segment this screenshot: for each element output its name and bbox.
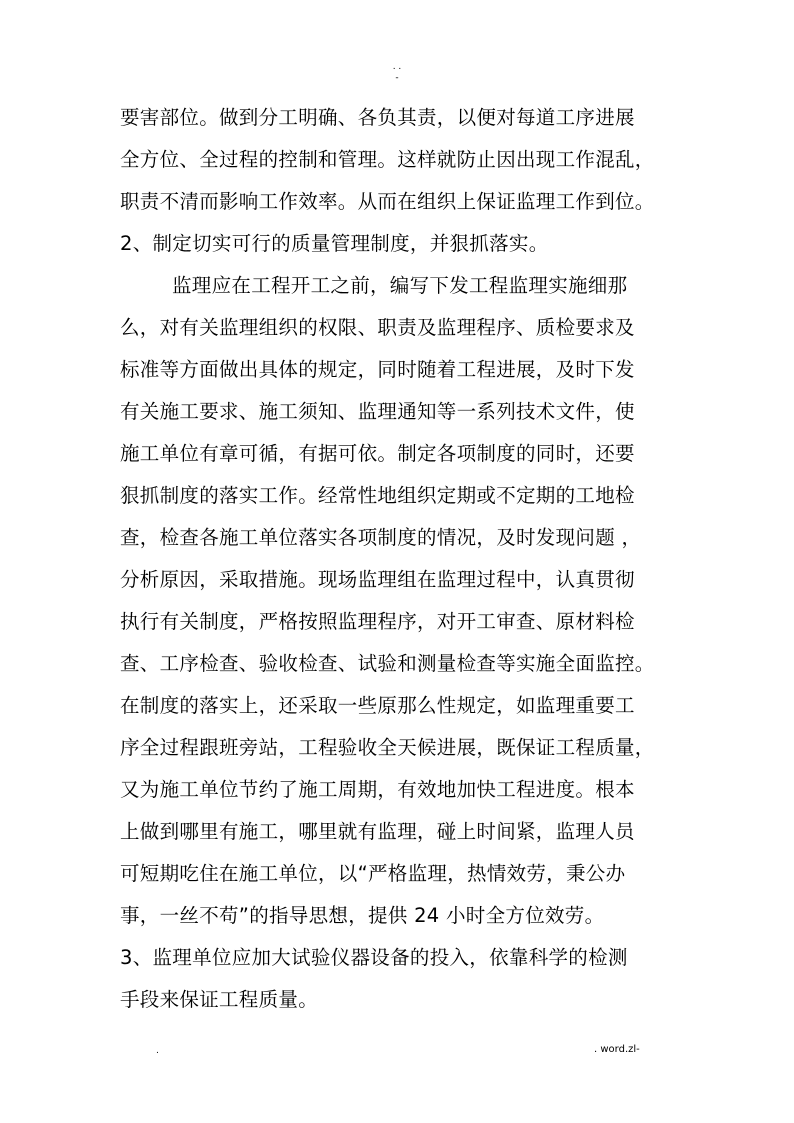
text-line: 上做到哪里有施工，哪里就有监理，碰上时间紧，监理人员	[120, 820, 635, 843]
text-line: 手段来保证工程质量。	[120, 988, 319, 1011]
text-line: 要害部位。做到分工明确、各负其责，以便对每道工序进展	[120, 106, 635, 129]
footer-left-mark: .	[156, 1046, 159, 1056]
text-line: 查，检查各施工单位落实各项制度的情况，及时发现问题 ，	[120, 526, 642, 549]
text-line: 又为施工单位节约了施工周期，有效地加快工程进度。根本	[120, 778, 635, 801]
text-line: 么，对有关监理组织的权限、职责及监理程序、质检要求及	[120, 316, 635, 339]
text-line: 查、工序检查、验收检查、试验和测量检查等实施全面监控。	[120, 652, 655, 675]
text-line: 施工单位有章可循，有据可依。制定各项制度的同时，还要	[120, 442, 635, 465]
section-heading: 3、监理单位应加大试验仪器设备的投入，依靠科学的检测	[120, 946, 628, 969]
text-line: 执行有关制度，严格按照监理程序，对开工审查、原材料检	[120, 610, 635, 633]
footer-right-mark: . word.zl-	[594, 1044, 640, 1055]
page-header-mark: . . -	[392, 62, 402, 83]
text-line: 职责不清而影响工作效率。从而在组织上保证监理工作到位。	[120, 190, 655, 213]
text-line: 在制度的落实上，还采取一些原那么性规定，如监理重要工	[120, 694, 635, 717]
text-line: 标准等方面做出具体的规定，同时随着工程进展，及时下发	[120, 358, 635, 381]
text-line: 可短期吃住在施工单位，以“严格监理，热情效劳，秉公办	[120, 862, 626, 885]
text-line: 全方位、全过程的控制和管理。这样就防止因出现工作混乱，	[120, 148, 655, 171]
text-line: 狠抓制度的落实工作。经常性地组织定期或不定期的工地检	[120, 484, 635, 507]
text-line: 分析原因，采取措施。现场监理组在监理过程中，认真贯彻	[120, 568, 635, 591]
text-line: 有关施工要求、施工须知、监理通知等一系列技术文件，使	[120, 400, 635, 423]
section-heading: 2、制定切实可行的质量管理制度，并狠抓落实。	[120, 232, 549, 255]
text-line: 监理应在工程开工之前，编写下发工程监理实施细那	[172, 274, 628, 297]
text-line: 序全过程跟班旁站，工程验收全天候进展，既保证工程质量，	[120, 736, 655, 759]
text-line: 事，一丝不苟”的指导思想，提供 24 小时全方位效劳。	[120, 904, 605, 927]
